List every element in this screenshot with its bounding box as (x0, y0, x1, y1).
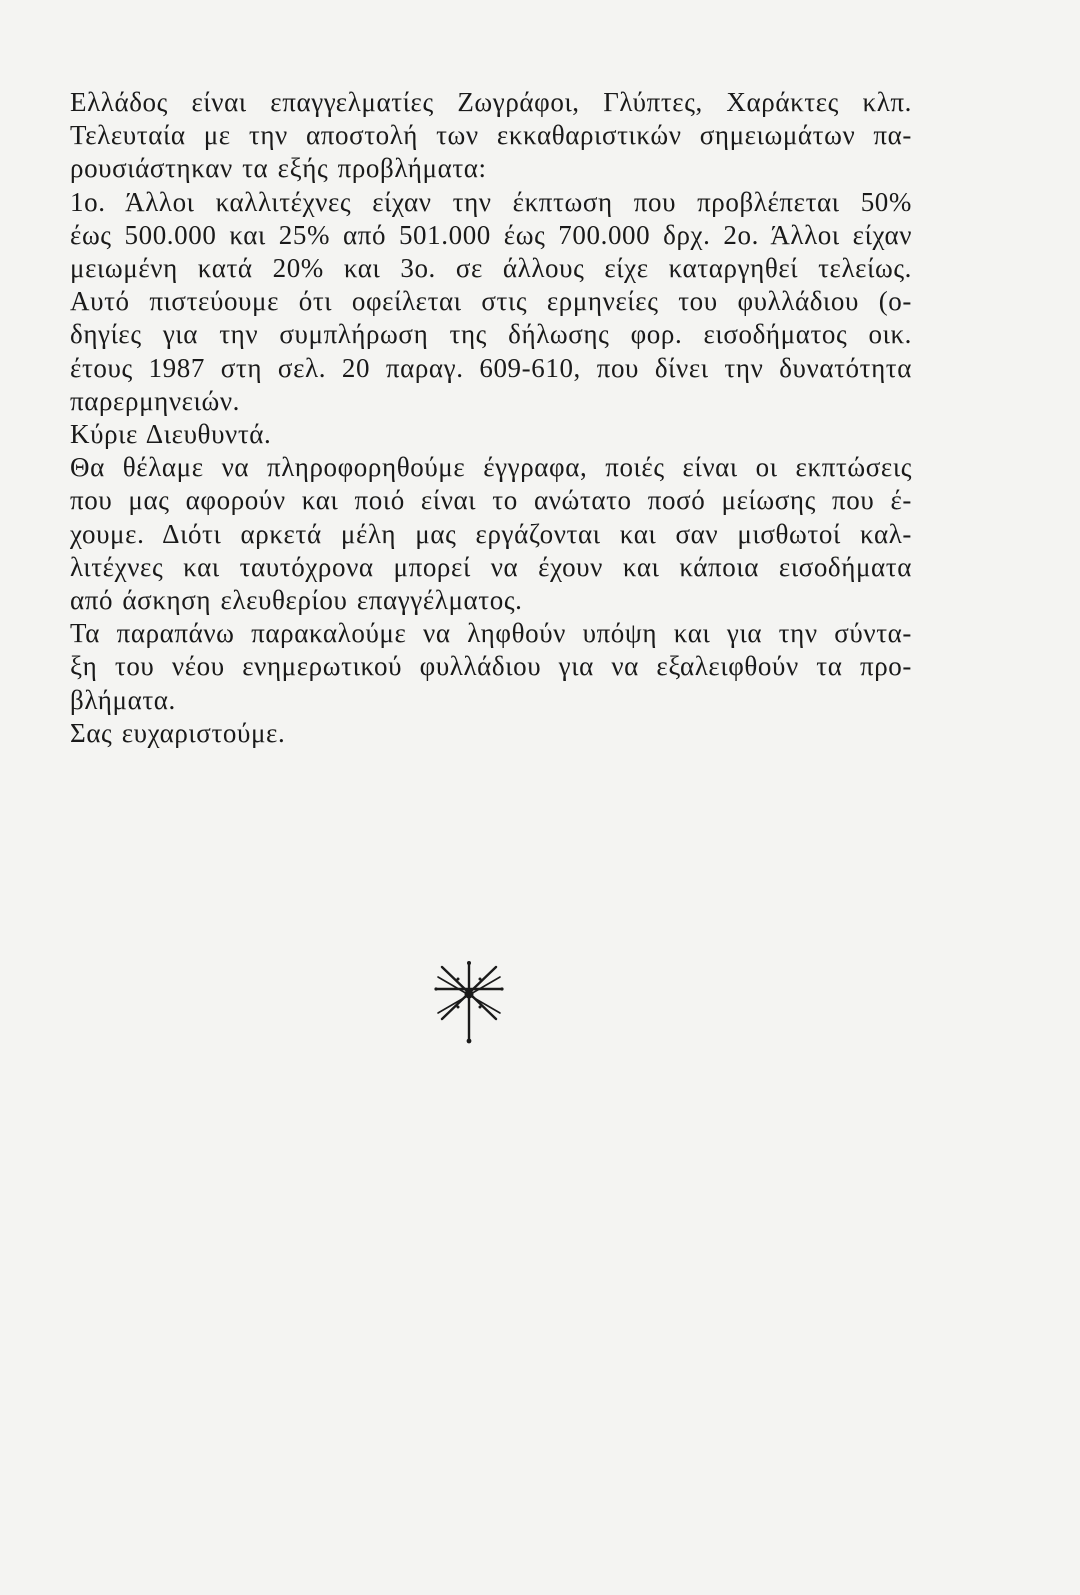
text-line-15: λιτέχνες και ταυτόχρονα μπορεί να έχουν και κάποια εισοδήματα (70, 551, 912, 582)
text-line-19: βλήματα. (70, 684, 176, 715)
text-line-3: ρουσιάστηκαν τα εξής προβλήματα: (70, 153, 487, 184)
text-line-10: παρερμηνειών. (70, 385, 240, 416)
text-line-17: Τα παραπάνω παρακαλούμε να ληφθούν υπόψη και για την σύντα- (70, 618, 912, 649)
text-line-1: Ελλάδος είναι επαγγελματίες Ζωγράφοι, Γλύπτες, Χαράκτες κλπ. (70, 87, 912, 117)
text-line-9: έτους 1987 στη σελ. 20 παραγ. 609-610, που δίνει την δυνατότητα (70, 352, 912, 383)
text-line-4: 1ο. Άλλοι καλλιτέχνες είχαν την έκπτωση που προβλέπεται 50% (70, 186, 912, 217)
text-line-14: χουμε. Διότι αρκετά μέλη μας εργάζονται και σαν μισθωτοί καλ- (70, 518, 912, 549)
text-line-18: ξη του νέου ενημερωτικού φυλλάδιου για να εξαλειφθούν τα προ- (70, 651, 912, 682)
text-line-13: που μας αφορούν και ποιό είναι το ανώτατο ποσό μείωσης που έ- (70, 485, 912, 516)
text-line-7: Αυτό πιστεύουμε ότι οφείλεται στις ερμηνείες του φυλλάδιου (ο- (70, 286, 912, 317)
letter-body (70, 86, 920, 750)
text-line-16: από άσκηση ελευθερίου επαγγέλματος. (70, 585, 523, 616)
text-line-2: Τελευταία με την αποστολή των εκκαθαριστικών σημειωμάτων πα- (70, 120, 912, 151)
text-line-5: έως 500.000 και 25% από 501.000 έως 700.000 δρχ. 2ο. Άλλοι είχαν (70, 219, 912, 250)
text-line-11: Κύριε Διευθυντά. (70, 419, 272, 450)
text-line-6: μειωμένη κατά 20% και 3ο. σε άλλους είχε καταργηθεί τελείως. (70, 253, 912, 284)
asterisk-star-ornament-icon (428, 957, 510, 1047)
text-line-8: δηγίες για την συμπλήρωση της δήλωσης φορ. εισοδήματος οικ. (70, 319, 912, 350)
text-line-12: Θα θέλαμε να πληροφορηθούμε έγγραφα, ποιές είναι οι εκπτώσεις (70, 452, 912, 483)
text-line-20: Σας ευχαριστούμε. (70, 717, 286, 748)
